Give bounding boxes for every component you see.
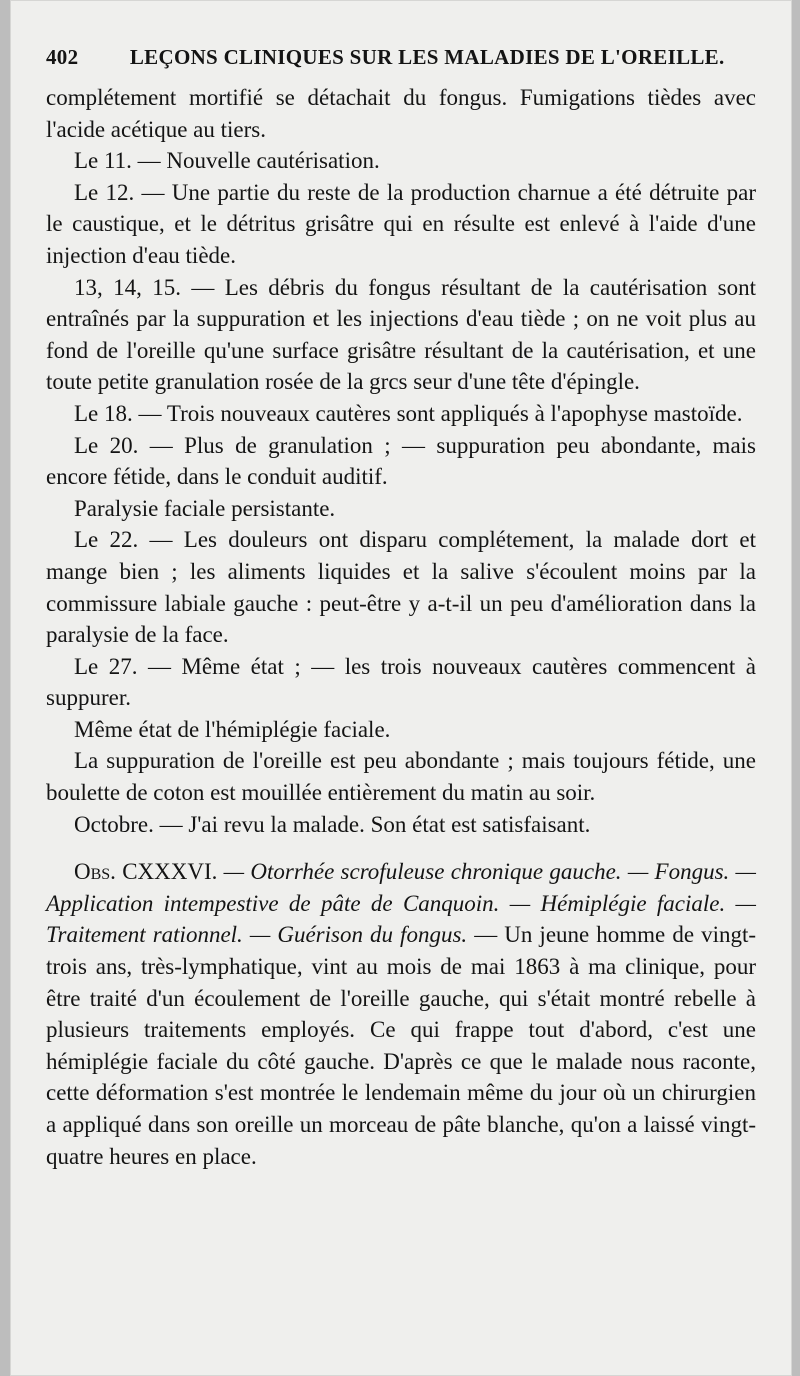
- observation-paragraph: [46, 856, 756, 1172]
- paragraph-continuation: complétement mortifié se détachait du fongus. Fumigations tièdes avec l'acide acétique au tiers.: [46, 85, 756, 142]
- paragraph-paralysis: Paralysie faciale persistante.: [74, 495, 336, 521]
- page-header: [46, 42, 756, 72]
- observation-label: Obs. CXXXVI.: [74, 859, 218, 885]
- paragraph-day-12: Le 12. — Une partie du reste de la production charnue a été détruite par le caustique, et le détritus grisâtre qui en résulte est enlevé à l'aide d'une injection d'eau tiède.: [46, 179, 756, 268]
- paragraph-hemiplegia: Même état de l'hémiplégie faciale.: [74, 716, 391, 742]
- paragraph-day-11: Le 11. — Nouvelle cautérisation.: [74, 148, 380, 174]
- paragraph-day-20: Le 20. — Plus de granulation ; — suppuration peu abondante, mais encore fétide, dans le conduit auditif.: [46, 432, 756, 490]
- observation-title: — Otorrhée scrofuleuse chronique gauche. — Fongus. — Application intempestive de pâte de Canquoin. — Hémiplégie faciale. — Traitement rationnel. — Guérison du fongus.: [46, 859, 756, 948]
- paragraph-days-13-15: 13, 14, 15. — Les débris du fongus résultant de la cautérisation sont entraînés par la suppuration et les injections d'eau tiède ; on ne voit plus au fond de l'oreille qu'une surface grisâtre résultant de la cautérisation, et une toute petite granulation rosée de la grcs seur d'une tête d'épingle.: [46, 274, 756, 395]
- page-number: 402: [46, 45, 79, 69]
- observation-body: — Un jeune homme de vingt-trois ans, très-lymphatique, vint au mois de mai 1863 à ma clinique, pour être traité d'un écoulement de l'oreille gauche, qui s'était montré rebelle à plusieurs traitements employés. Ce qui frappe tout d'abord, c'est une hémiplégie faciale du côté gauche. D'après ce que le malade nous raconte, cette déformation s'est montrée le lendemain même du jour où un chirurgien a appliqué dans son oreille un morceau de pâte blanche, qu'on a laissé vingt-quatre heures en place.: [46, 922, 757, 1169]
- paragraph-day-18: Le 18. — Trois nouveaux cautères sont appliqués à l'apophyse mastoïde.: [74, 400, 743, 426]
- paragraph-suppuration: La suppuration de l'oreille est peu abondante ; mais toujours fétide, une boulette de coton est mouillée entièrement du matin au soir.: [46, 748, 756, 806]
- page-text: [46, 42, 756, 1172]
- book-page: [10, 0, 792, 1376]
- paragraph-day-22: Le 22. — Les douleurs ont disparu complétement, la malade dort et mange bien ; les aliments liquides et la salive s'écoulent moins par la commissure labiale gauche : peut-être y a-t-il un peu d'amélioration dans la paralysie de la face.: [46, 527, 756, 648]
- paragraph-october: Octobre. — J'ai revu la malade. Son état est satisfaisant.: [74, 811, 591, 837]
- running-title: LEÇONS CLINIQUES SUR LES MALADIES DE L'OREILLE.: [129, 45, 725, 69]
- paragraph-day-27: Le 27. — Même état ; — les trois nouveaux cautères commencent à suppurer.: [46, 653, 756, 711]
